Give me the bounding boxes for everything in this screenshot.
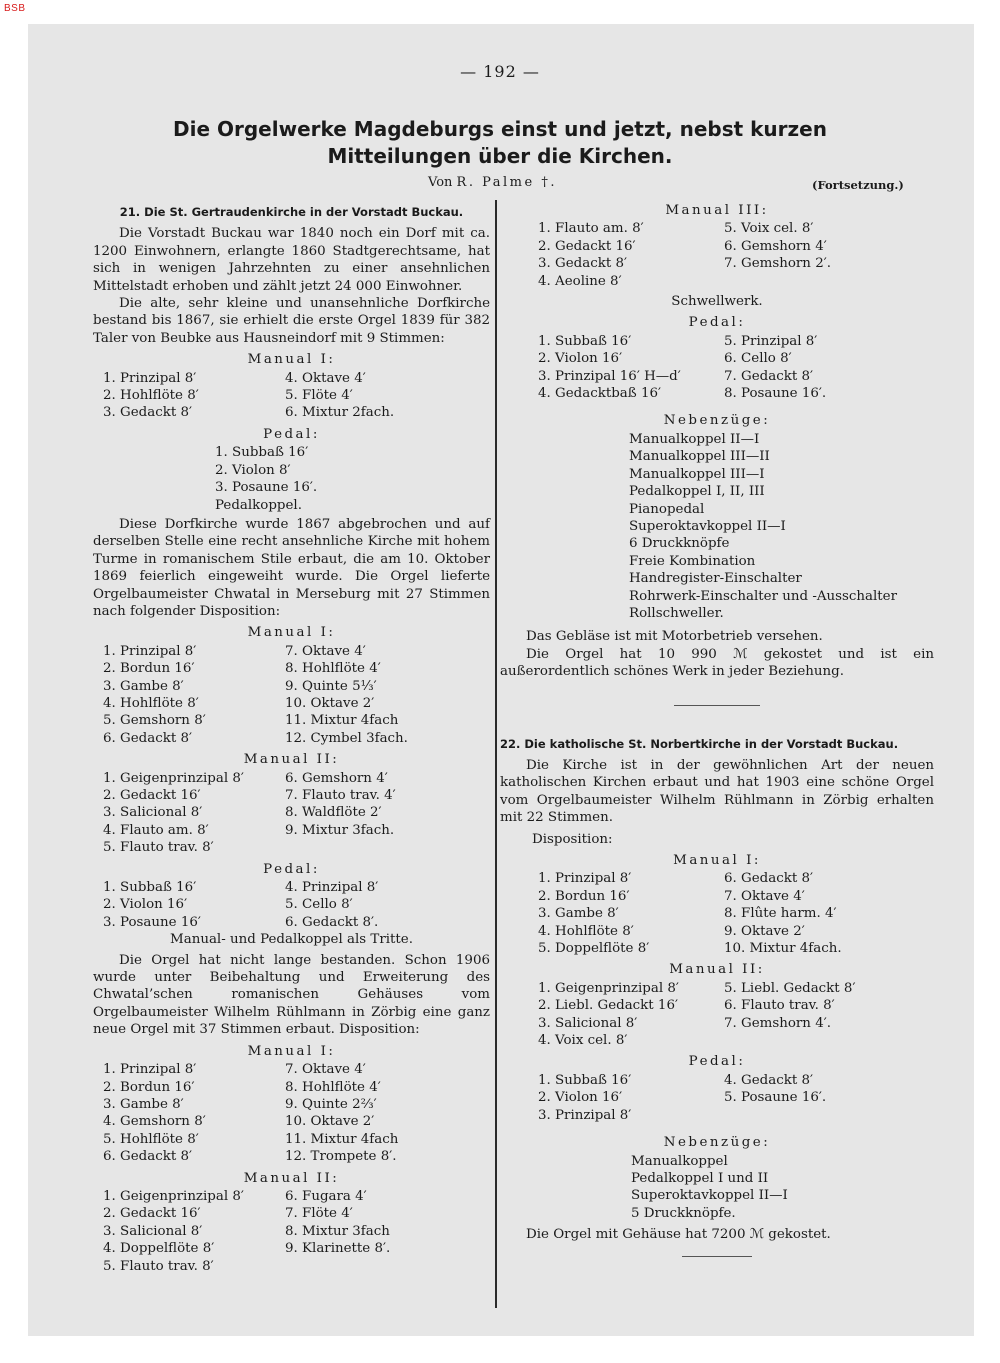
stop-row bbox=[93, 1148, 490, 1165]
disposition-note: Manual- und Pedalkoppel als Tritte. bbox=[170, 932, 413, 948]
stop-row bbox=[93, 730, 490, 747]
disposition-subheading: Manual I: bbox=[247, 1043, 336, 1059]
stop: 7. Gemshorn 2′. bbox=[724, 256, 832, 272]
stop: 6. Gedackt 8′. bbox=[285, 914, 379, 930]
column-divider bbox=[495, 200, 497, 1308]
stop: 4. Aeoline 8′ bbox=[538, 273, 622, 289]
stop-row bbox=[93, 1096, 490, 1113]
stop: 4. Gemshorn 8′ bbox=[103, 1114, 206, 1130]
stop: 2. Violon 16′ bbox=[538, 1090, 623, 1106]
stop-row bbox=[93, 404, 490, 421]
stop: 1. Prinzipal 8′ bbox=[103, 1062, 197, 1078]
stop: 1. Subbaß 16′ bbox=[215, 445, 309, 461]
stop: 2. Gedackt 16′ bbox=[103, 788, 201, 803]
stop-list bbox=[93, 879, 490, 931]
stop-row bbox=[500, 888, 934, 905]
stop-row bbox=[93, 712, 490, 729]
stop-row bbox=[93, 896, 490, 913]
coupler: Superoktavkoppel II—I bbox=[629, 518, 786, 534]
section-heading-22: 22. Die katholische St. Norbertkirche in der Vorstadt Buckau. bbox=[500, 736, 899, 751]
stop: 8. Hohlflöte 4′ bbox=[285, 1079, 381, 1095]
stop-row bbox=[93, 770, 490, 787]
stop: Pedalkoppel. bbox=[215, 497, 302, 513]
stop: 9. Mixtur 3fach. bbox=[285, 822, 395, 838]
stop: 3. Prinzipal 8′ bbox=[538, 1107, 632, 1123]
end-rule bbox=[682, 1256, 752, 1257]
stop-row bbox=[500, 1015, 934, 1032]
stop-list bbox=[500, 870, 934, 957]
stop: 3. Posaune 16′ bbox=[103, 914, 201, 930]
coupler: Rohrwerk-Einschalter und -Ausschalter bbox=[629, 588, 898, 604]
stop: 4. Hohlflöte 8′ bbox=[538, 923, 634, 939]
coupler: Manualkoppel III—II bbox=[629, 449, 770, 465]
stop: 11. Mixtur 4fach bbox=[285, 1131, 399, 1147]
stop: 6. Gedackt 8′ bbox=[724, 871, 814, 887]
stop: 6. Gedackt 8′ bbox=[103, 1149, 193, 1165]
left-column bbox=[93, 202, 490, 1275]
stop: 3. Gambe 8′ bbox=[538, 906, 619, 922]
stop: 8. Mixtur 3fach bbox=[285, 1223, 390, 1239]
stop: 2. Liebl. Gedackt 16′ bbox=[538, 998, 679, 1014]
stop-list bbox=[500, 1072, 934, 1124]
stop-row bbox=[93, 914, 490, 931]
stop-row bbox=[500, 997, 934, 1014]
stop: 4. Hohlflöte 8′ bbox=[103, 695, 199, 711]
stop-row bbox=[93, 1205, 490, 1222]
paragraph: Diese Dorfkirche wurde 1867 abgebrochen und auf derselben Stelle eine recht ansehnliche Kirche mit hohem Turme in romanischem Stile erbaut, die am 10. Oktober 1869 feierlich eingeweiht wurde. Die Orgel lieferte Orgelbaumeister Chwatal in Merseburg mit 27 Stimmen nach folgender Disposition: bbox=[93, 516, 490, 619]
disposition-subheading: Manual I: bbox=[673, 853, 761, 868]
coupler: 5 Druckknöpfe. bbox=[631, 1205, 736, 1221]
stop: 2. Hohlflöte 8′ bbox=[103, 388, 199, 404]
coupler: Manualkoppel II—I bbox=[629, 431, 760, 447]
stop: 7. Gedackt 8′ bbox=[724, 368, 814, 384]
stop: 5. Posaune 16′. bbox=[724, 1090, 827, 1106]
stop-list bbox=[93, 370, 490, 422]
disposition-subheading: Pedal: bbox=[688, 1054, 746, 1070]
stop-row bbox=[500, 333, 934, 350]
stop-row bbox=[93, 1079, 490, 1096]
disposition-subheading: Pedal: bbox=[688, 315, 746, 331]
stop: 2. Violon 16′ bbox=[103, 897, 188, 913]
stop: 9. Klarinette 8′. bbox=[285, 1241, 391, 1257]
coupler: Pianopedal bbox=[629, 501, 705, 517]
stop: 6. Mixtur 2fach. bbox=[285, 405, 395, 421]
stop-row bbox=[93, 1131, 490, 1148]
stop-row bbox=[500, 1107, 934, 1124]
coupler: Manualkoppel III—I bbox=[629, 466, 765, 482]
author-line bbox=[428, 175, 557, 190]
author-name: R. Palme †. bbox=[456, 175, 557, 190]
coupler-list bbox=[500, 431, 934, 622]
stop: 1. Prinzipal 8′ bbox=[103, 643, 197, 659]
coupler-list bbox=[500, 1153, 934, 1223]
stop: 8. Flûte harm. 4′ bbox=[724, 906, 837, 922]
stop: 1. Subbaß 16′ bbox=[103, 880, 197, 896]
stop-list bbox=[93, 1061, 490, 1165]
paragraph: Das Gebläse ist mit Motorbetrieb versehen. bbox=[526, 629, 823, 645]
stop-row bbox=[93, 822, 490, 839]
stop-list bbox=[93, 1188, 490, 1275]
stop-row bbox=[93, 1188, 490, 1205]
stop-row bbox=[93, 1240, 490, 1257]
disposition-subheading: Manual I: bbox=[247, 625, 336, 641]
disposition-subheading: Pedal: bbox=[263, 861, 320, 877]
paragraph: Die Orgel mit Gehäuse hat 7200 ℳ gekostet. bbox=[526, 1227, 831, 1243]
stop-row bbox=[93, 660, 490, 677]
stop-row bbox=[500, 1032, 934, 1049]
stop: 6. Fugara 4′ bbox=[285, 1188, 367, 1204]
stop: 1. Geigenprinzipal 8′ bbox=[103, 770, 244, 786]
stop-row bbox=[500, 980, 934, 997]
stop-row bbox=[500, 923, 934, 940]
disposition-subheading: Manual II: bbox=[669, 962, 765, 978]
stop: 4. Prinzipal 8′ bbox=[285, 880, 379, 896]
disposition-subheading: Manual II: bbox=[243, 1170, 340, 1186]
stop: 2. Bordun 16′ bbox=[538, 888, 630, 904]
paragraph: Die Kirche ist in der gewöhnlichen Art der neuen katholischen Kirchen erbaut und hat 1903 eine schöne Orgel vom Orgelbaumeister Wilhelm Rühlmann in Zörbig erhalten mit 22 Stimmen. bbox=[500, 757, 934, 826]
stop-row bbox=[500, 905, 934, 922]
stop: 10. Oktave 2′ bbox=[285, 695, 375, 711]
title-line-2: Mitteilungen über die Kirchen. bbox=[327, 144, 673, 168]
stop: 6. Gedackt 8′ bbox=[103, 730, 193, 746]
stop-row bbox=[93, 370, 490, 387]
stop: 5. Prinzipal 8′ bbox=[724, 333, 818, 349]
stop-row bbox=[93, 387, 490, 404]
bsb-watermark: BSB bbox=[4, 3, 26, 14]
stop: 3. Salicional 8′ bbox=[103, 805, 203, 821]
stop-row bbox=[500, 1072, 934, 1089]
stop-row bbox=[500, 350, 934, 367]
stop: 7. Gemshorn 4′. bbox=[724, 1015, 832, 1031]
stop-row bbox=[500, 1089, 934, 1106]
article-title bbox=[0, 116, 1000, 170]
coupler: Superoktavkoppel II—I bbox=[631, 1188, 788, 1204]
disposition-subheading: Nebenzüge: bbox=[663, 413, 771, 429]
stop: 5. Gemshorn 8′ bbox=[103, 713, 206, 729]
stop-row bbox=[93, 1113, 490, 1130]
stop-row bbox=[93, 643, 490, 660]
stop: 3. Salicional 8′ bbox=[103, 1223, 203, 1239]
stop: 12. Cymbel 3fach. bbox=[285, 730, 408, 746]
stop: 8. Waldflöte 2′ bbox=[285, 805, 382, 821]
stop: 5. Doppelflöte 8′ bbox=[538, 941, 650, 957]
coupler: Rollschweller. bbox=[629, 605, 724, 621]
stop: 1. Flauto am. 8′ bbox=[538, 221, 644, 237]
stop: 3. Prinzipal 16′ H—d′ bbox=[538, 368, 681, 384]
stop: 6. Cello 8′ bbox=[724, 351, 792, 367]
disposition-subheading: Nebenzüge: bbox=[663, 1135, 771, 1151]
stop: 2. Gedackt 16′ bbox=[538, 238, 636, 254]
stop: 4. Gedacktbaß 16′ bbox=[538, 386, 662, 402]
right-column bbox=[500, 202, 934, 1257]
stop-row bbox=[500, 385, 934, 402]
disposition-subheading: Pedal: bbox=[263, 426, 320, 442]
stop-list bbox=[500, 333, 934, 403]
stop-row bbox=[500, 238, 934, 255]
stop: 4. Gedackt 8′ bbox=[724, 1072, 814, 1088]
stop: 3. Gambe 8′ bbox=[103, 678, 184, 694]
disposition-subheading: Manual III: bbox=[665, 203, 769, 218]
stop: 5. Flöte 4′ bbox=[285, 388, 353, 404]
stop: 3. Gedackt 8′ bbox=[103, 405, 193, 421]
stop: 6. Flauto trav. 8′ bbox=[724, 998, 835, 1014]
stop: 1. Subbaß 16′ bbox=[538, 333, 632, 349]
stop: 1. Prinzipal 8′ bbox=[103, 370, 197, 386]
stop: 2. Gedackt 16′ bbox=[103, 1206, 201, 1222]
stop: 4. Voix cel. 8′ bbox=[538, 1033, 628, 1049]
stop: 3. Gambe 8′ bbox=[103, 1096, 184, 1112]
section-heading-21: 21. Die St. Gertraudenkirche in der Vorstadt Buckau. bbox=[119, 205, 464, 219]
stop: 2. Violon 8′ bbox=[215, 462, 291, 478]
stop: 7. Oktave 4′ bbox=[285, 1062, 366, 1078]
stop: 9. Quinte 5⅓′ bbox=[285, 678, 377, 694]
stop: 9. Oktave 2′ bbox=[724, 923, 805, 939]
stop: 1. Prinzipal 8′ bbox=[538, 871, 632, 887]
paragraph: Die Orgel hat nicht lange bestanden. Schon 1906 wurde unter Beibehaltung und Erweiterung des Chwatal’schen romanischen Gehäuses vom Orgelbaumeister Wilhelm Rühlmann in Zörbig eine ganz neue Orgel mit 37 Stimmen erbaut. Disposition: bbox=[93, 952, 490, 1038]
stop-row bbox=[500, 940, 934, 957]
stop: 12. Trompete 8′. bbox=[285, 1149, 397, 1165]
disposition-label: Disposition: bbox=[532, 831, 613, 847]
stop-row bbox=[93, 1258, 490, 1275]
stop: 3. Gedackt 8′ bbox=[538, 256, 628, 272]
stop-row bbox=[500, 368, 934, 385]
stop: 8. Hohlflöte 4′ bbox=[285, 661, 381, 677]
paragraph: Die Vorstadt Buckau war 1840 noch ein Dorf mit ca. 1200 Einwohnern, erlangte 1860 Stadtgerechtsame, hat sich in wenigen Jahrzehnten zu einer ansehnlichen Mittelstadt erhoben und zählt jetzt 24 000 Einwohner. bbox=[93, 226, 490, 294]
coupler: Handregister-Einschalter bbox=[629, 571, 802, 587]
stop-row bbox=[500, 220, 934, 237]
stop: 10. Oktave 2′ bbox=[285, 1114, 375, 1130]
stop: 6. Gemshorn 4′ bbox=[285, 770, 388, 786]
stop: 5. Cello 8′ bbox=[285, 897, 353, 913]
stop: 4. Doppelflöte 8′ bbox=[103, 1241, 215, 1257]
paragraph: Die alte, sehr kleine und unansehnliche Dorfkirche bestand bis 1867, sie erhielt die erste Orgel 1839 für 382 Taler von Beubke aus Hausneindorf mit 9 Stimmen: bbox=[93, 296, 490, 346]
stop: 6. Gemshorn 4′ bbox=[724, 238, 827, 254]
coupler: Manualkoppel bbox=[631, 1153, 728, 1169]
stop: 1. Geigenprinzipal 8′ bbox=[103, 1188, 244, 1204]
stop: 1. Geigenprinzipal 8′ bbox=[538, 980, 679, 996]
stop: 3. Posaune 16′. bbox=[215, 480, 318, 496]
stop-row bbox=[93, 804, 490, 821]
stop-row bbox=[500, 255, 934, 272]
stop: 7. Flauto trav. 4′ bbox=[285, 788, 396, 803]
stop: 1. Subbaß 16′ bbox=[538, 1072, 632, 1088]
stop: 7. Oktave 4′ bbox=[285, 643, 366, 659]
stop-row bbox=[93, 839, 490, 856]
coupler: 6 Druckknöpfe bbox=[629, 536, 730, 552]
stop-row bbox=[93, 1061, 490, 1078]
stop: 2. Violon 16′ bbox=[538, 351, 623, 367]
stop-list bbox=[93, 770, 490, 857]
stop: 2. Bordun 16′ bbox=[103, 661, 195, 677]
stop-list bbox=[500, 980, 934, 1050]
section-rule bbox=[674, 705, 760, 706]
stop-row bbox=[93, 678, 490, 695]
stop-row bbox=[93, 695, 490, 712]
stop: 4. Flauto am. 8′ bbox=[103, 822, 209, 838]
stop-row bbox=[93, 879, 490, 896]
coupler: Pedalkoppel I, II, III bbox=[629, 484, 765, 500]
stop-row bbox=[500, 870, 934, 887]
stop: 9. Quinte 2⅔′ bbox=[285, 1096, 377, 1112]
stop: 10. Mixtur 4fach. bbox=[724, 941, 842, 957]
disposition-subheading: Manual II: bbox=[243, 752, 340, 768]
stop: 3. Salicional 8′ bbox=[538, 1015, 638, 1031]
stop: 7. Oktave 4′ bbox=[724, 888, 805, 904]
stop: 8. Posaune 16′. bbox=[724, 386, 827, 402]
page-number: — 192 — bbox=[460, 62, 540, 81]
stop: 7. Flöte 4′ bbox=[285, 1206, 353, 1222]
paragraph: Die Orgel hat 10 990 ℳ gekostet und ist ein außerordentlich schönes Werk in jeder Beziehung. bbox=[500, 646, 934, 680]
stop: 5. Liebl. Gedackt 8′ bbox=[724, 980, 856, 996]
stop: 11. Mixtur 4fach bbox=[285, 713, 399, 729]
coupler: Freie Kombination bbox=[629, 553, 756, 569]
title-line-1: Die Orgelwerke Magdeburgs einst und jetzt, nebst kurzen bbox=[173, 117, 827, 141]
swell-label: Schwellwerk. bbox=[671, 294, 763, 310]
stop-list bbox=[500, 220, 934, 290]
stop: 4. Oktave 4′ bbox=[285, 370, 366, 386]
author-prefix: Von bbox=[428, 175, 453, 190]
stop: 5. Flauto trav. 8′ bbox=[103, 1258, 214, 1274]
stop-list bbox=[93, 643, 490, 747]
stop: 5. Voix cel. 8′ bbox=[724, 221, 814, 237]
continuation-note: (Fortsetzung.) bbox=[812, 178, 904, 192]
stop-row bbox=[93, 1223, 490, 1240]
stop-row bbox=[93, 787, 490, 804]
stop: 2. Bordun 16′ bbox=[103, 1079, 195, 1095]
disposition-subheading: Manual I: bbox=[247, 352, 336, 368]
coupler: Pedalkoppel I und II bbox=[631, 1170, 769, 1186]
stop-list bbox=[93, 444, 490, 514]
stop: 5. Hohlflöte 8′ bbox=[103, 1131, 199, 1147]
stop-row bbox=[500, 273, 934, 290]
stop: 5. Flauto trav. 8′ bbox=[103, 840, 214, 856]
